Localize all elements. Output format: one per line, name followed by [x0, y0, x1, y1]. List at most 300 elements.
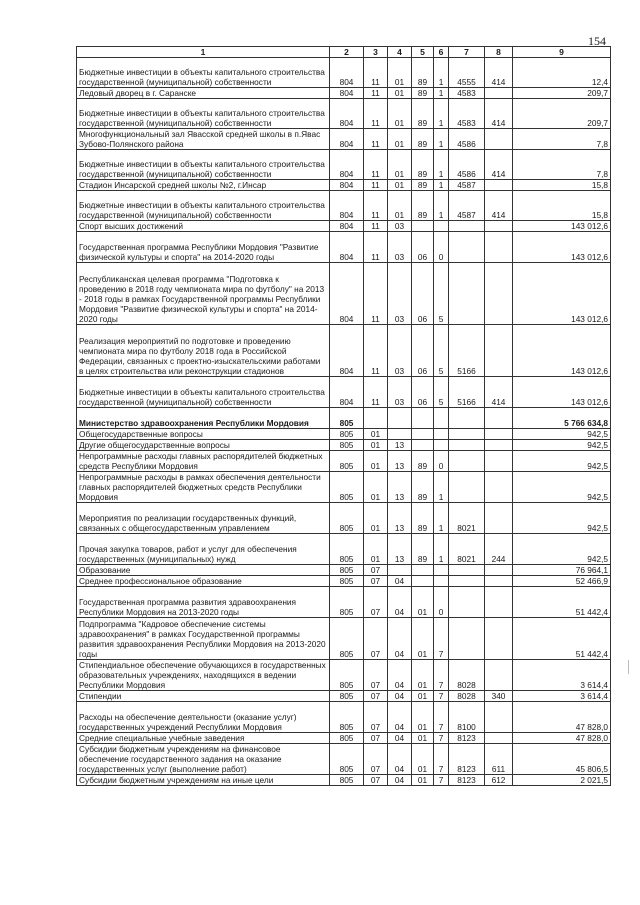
table-row — [77, 451, 611, 472]
row-code-2: 804 — [330, 263, 364, 325]
row-code-6 — [434, 221, 449, 232]
row-code-2: 805 — [330, 408, 364, 429]
row-code-8 — [485, 503, 513, 534]
table-row — [77, 325, 611, 377]
table-row — [77, 744, 611, 775]
row-description: Бюджетные инвестиции в объекты капитального строительства государственной (муниципальной) собственности — [77, 58, 330, 88]
row-description: Среднее профессиональное образование — [77, 576, 330, 587]
table-row — [77, 58, 611, 88]
row-code-5: 89 — [412, 503, 434, 534]
row-code-7 — [449, 618, 485, 660]
row-description: Общегосударственные вопросы — [77, 429, 330, 440]
row-description: Республиканская целевая программа "Подготовка к проведению в 2018 году чемпионата мира по футболу" на 2013 - 2018 годы в рамках Государственной программы Республики Мордовия "Развитие физической культуры и спорта" на 2014-2020 годы — [77, 263, 330, 325]
row-amount: 143 012,6 — [513, 263, 611, 325]
table-row — [77, 408, 611, 429]
row-code-3: 11 — [364, 263, 388, 325]
row-code-4: 01 — [388, 88, 412, 99]
row-amount: 15,8 — [513, 191, 611, 221]
table-row — [77, 565, 611, 576]
row-code-3: 11 — [364, 191, 388, 221]
row-description: Многофункциональный зал Явасской средней школы в п.Явас Зубово-Полянского района — [77, 129, 330, 150]
table-row — [77, 472, 611, 503]
row-description: Бюджетные инвестиции в объекты капитального строительства государственной (муниципальной) собственности — [77, 99, 330, 129]
row-code-7: 4587 — [449, 191, 485, 221]
row-code-6: 7 — [434, 618, 449, 660]
row-description: Стадион Инсарской средней школы №2, г.Инсар — [77, 180, 330, 191]
row-code-5: 06 — [412, 263, 434, 325]
row-amount: 7,8 — [513, 150, 611, 180]
row-amount: 5 766 634,8 — [513, 408, 611, 429]
table-body — [77, 58, 611, 786]
row-code-4: 04 — [388, 691, 412, 702]
row-code-4: 13 — [388, 440, 412, 451]
row-code-3: 07 — [364, 733, 388, 744]
row-code-6: 1 — [434, 503, 449, 534]
table-row — [77, 587, 611, 618]
row-code-8: 612 — [485, 775, 513, 786]
row-code-8 — [485, 702, 513, 733]
row-amount: 3 614,4 — [513, 660, 611, 691]
row-amount: 942,5 — [513, 503, 611, 534]
column-header-4: 4 — [388, 47, 412, 58]
row-description: Министерство здравоохранения Республики Мордовия — [77, 408, 330, 429]
row-code-6: 5 — [434, 325, 449, 377]
row-amount: 942,5 — [513, 472, 611, 503]
row-code-6 — [434, 440, 449, 451]
table-row — [77, 702, 611, 733]
row-code-5: 89 — [412, 534, 434, 565]
row-code-2: 805 — [330, 576, 364, 587]
row-code-8: 414 — [485, 99, 513, 129]
row-code-6: 7 — [434, 660, 449, 691]
table-row — [77, 618, 611, 660]
row-code-6: 1 — [434, 129, 449, 150]
table-row — [77, 232, 611, 263]
row-code-4: 13 — [388, 472, 412, 503]
table-row — [77, 377, 611, 408]
row-code-7 — [449, 565, 485, 576]
row-code-7: 8021 — [449, 503, 485, 534]
row-code-5: 89 — [412, 451, 434, 472]
row-code-5: 06 — [412, 377, 434, 408]
row-code-6: 5 — [434, 263, 449, 325]
row-description: Средние специальные учебные заведения — [77, 733, 330, 744]
row-code-7 — [449, 408, 485, 429]
row-code-2: 804 — [330, 58, 364, 88]
row-code-8: 414 — [485, 58, 513, 88]
row-code-2: 805 — [330, 451, 364, 472]
row-code-8 — [485, 451, 513, 472]
row-code-3: 07 — [364, 587, 388, 618]
row-code-7: 8123 — [449, 775, 485, 786]
row-amount: 143 012,6 — [513, 325, 611, 377]
column-header-6: 6 — [434, 47, 449, 58]
row-code-7: 8123 — [449, 744, 485, 775]
column-header-7: 7 — [449, 47, 485, 58]
row-code-2: 805 — [330, 733, 364, 744]
row-code-6: 0 — [434, 451, 449, 472]
row-code-2: 805 — [330, 534, 364, 565]
column-header-8: 8 — [485, 47, 513, 58]
row-code-7 — [449, 232, 485, 263]
row-description: Бюджетные инвестиции в объекты капитального строительства государственной (муниципальной) собственности — [77, 150, 330, 180]
row-code-2: 805 — [330, 691, 364, 702]
column-header-1: 1 — [77, 47, 330, 58]
row-code-8 — [485, 232, 513, 263]
scan-mark — [628, 660, 629, 674]
column-header-9: 9 — [513, 47, 611, 58]
table-header-row — [77, 47, 611, 58]
row-code-3: 01 — [364, 534, 388, 565]
row-amount: 51 442,4 — [513, 618, 611, 660]
row-code-5: 89 — [412, 180, 434, 191]
table-row — [77, 263, 611, 325]
row-description: Реализация мероприятий по подготовке и проведению чемпионата мира по футболу 2018 года в Российской Федерации, связанных с проектно-изыскательскими работами в целях строительства или реконструкции стадионов — [77, 325, 330, 377]
row-code-4: 04 — [388, 702, 412, 733]
row-code-3: 01 — [364, 440, 388, 451]
row-code-7: 5166 — [449, 377, 485, 408]
row-code-4: 04 — [388, 733, 412, 744]
row-code-5: 01 — [412, 744, 434, 775]
budget-table — [76, 46, 611, 786]
table-row — [77, 733, 611, 744]
row-code-5: 01 — [412, 702, 434, 733]
row-code-5: 89 — [412, 58, 434, 88]
row-code-2: 804 — [330, 377, 364, 408]
row-description: Спорт высших достижений — [77, 221, 330, 232]
row-code-4: 04 — [388, 576, 412, 587]
row-code-6 — [434, 429, 449, 440]
row-code-4: 04 — [388, 618, 412, 660]
row-code-7: 8100 — [449, 702, 485, 733]
row-code-3: 07 — [364, 565, 388, 576]
row-code-3: 11 — [364, 99, 388, 129]
row-code-2: 805 — [330, 429, 364, 440]
table-row — [77, 191, 611, 221]
row-code-5: 01 — [412, 691, 434, 702]
row-code-6 — [434, 408, 449, 429]
row-code-2: 804 — [330, 150, 364, 180]
row-code-8 — [485, 733, 513, 744]
row-code-2: 804 — [330, 180, 364, 191]
row-code-6: 1 — [434, 58, 449, 88]
row-code-5: 01 — [412, 733, 434, 744]
row-description: Расходы на обеспечение деятельности (оказание услуг) государственных учреждений Республики Мордовия — [77, 702, 330, 733]
row-code-5: 06 — [412, 232, 434, 263]
row-code-7 — [449, 576, 485, 587]
row-code-4 — [388, 408, 412, 429]
row-code-4: 01 — [388, 191, 412, 221]
table-row — [77, 775, 611, 786]
row-code-4: 13 — [388, 451, 412, 472]
row-code-2: 805 — [330, 618, 364, 660]
row-code-6: 1 — [434, 180, 449, 191]
row-code-6: 7 — [434, 691, 449, 702]
row-description: Ледовый дворец в г. Саранске — [77, 88, 330, 99]
column-header-3: 3 — [364, 47, 388, 58]
row-code-7 — [449, 451, 485, 472]
row-description: Мероприятия по реализации государственных функций, связанных с общегосударственным управлением — [77, 503, 330, 534]
row-code-3: 01 — [364, 503, 388, 534]
row-code-7: 4583 — [449, 99, 485, 129]
row-code-3: 11 — [364, 150, 388, 180]
row-description: Подпрограмма "Кадровое обеспечение системы здравоохранения" в рамках Государственной программы развития здравоохранения Республики Мордовия на 2013-2020 годы — [77, 618, 330, 660]
row-code-4: 04 — [388, 587, 412, 618]
row-code-6: 0 — [434, 587, 449, 618]
row-amount: 209,7 — [513, 88, 611, 99]
row-code-2: 804 — [330, 99, 364, 129]
row-code-4: 04 — [388, 775, 412, 786]
table-row — [77, 660, 611, 691]
row-code-5: 89 — [412, 472, 434, 503]
table-row — [77, 129, 611, 150]
row-code-6 — [434, 565, 449, 576]
row-code-7: 8028 — [449, 660, 485, 691]
row-code-7: 4587 — [449, 180, 485, 191]
row-amount: 143 012,6 — [513, 232, 611, 263]
row-code-6: 5 — [434, 377, 449, 408]
row-code-8 — [485, 660, 513, 691]
row-code-5: 89 — [412, 88, 434, 99]
row-code-3: 01 — [364, 451, 388, 472]
row-description: Субсидии бюджетным учреждениям на иные цели — [77, 775, 330, 786]
row-code-5: 06 — [412, 325, 434, 377]
row-code-5 — [412, 576, 434, 587]
row-amount: 942,5 — [513, 534, 611, 565]
row-code-2: 805 — [330, 744, 364, 775]
row-code-3: 07 — [364, 576, 388, 587]
table-row — [77, 691, 611, 702]
row-code-3: 11 — [364, 325, 388, 377]
row-code-2: 805 — [330, 587, 364, 618]
row-code-8 — [485, 440, 513, 451]
row-amount: 942,5 — [513, 429, 611, 440]
table-row — [77, 534, 611, 565]
row-code-8: 340 — [485, 691, 513, 702]
row-code-6: 0 — [434, 232, 449, 263]
row-code-5: 89 — [412, 129, 434, 150]
row-code-2: 804 — [330, 232, 364, 263]
row-code-8 — [485, 429, 513, 440]
row-description: Непрограммные расходы главных распорядителей бюджетных средств Республики Мордовия — [77, 451, 330, 472]
page-number: 154 — [588, 34, 606, 48]
row-code-4: 04 — [388, 744, 412, 775]
row-code-3: 07 — [364, 618, 388, 660]
row-code-4: 01 — [388, 180, 412, 191]
row-code-5: 01 — [412, 618, 434, 660]
row-code-4: 13 — [388, 534, 412, 565]
row-amount: 143 012,6 — [513, 377, 611, 408]
row-code-7 — [449, 429, 485, 440]
row-amount: 52 466,9 — [513, 576, 611, 587]
table-row — [77, 88, 611, 99]
table-row — [77, 221, 611, 232]
row-description: Государственная программа Республики Мордовия "Развитие физической культуры и спорта" на 2014-2020 годы — [77, 232, 330, 263]
row-description: Государственная программа развития здравоохранения Республики Мордовия на 2013-2020 годы — [77, 587, 330, 618]
row-code-3: 11 — [364, 377, 388, 408]
row-code-7: 5166 — [449, 325, 485, 377]
row-code-6: 1 — [434, 191, 449, 221]
row-code-3: 01 — [364, 429, 388, 440]
row-code-2: 804 — [330, 129, 364, 150]
row-code-4: 01 — [388, 150, 412, 180]
row-amount: 209,7 — [513, 99, 611, 129]
row-code-5: 89 — [412, 150, 434, 180]
row-code-7 — [449, 472, 485, 503]
row-code-8: 244 — [485, 534, 513, 565]
row-code-4: 03 — [388, 221, 412, 232]
row-code-3: 07 — [364, 702, 388, 733]
row-code-5: 89 — [412, 191, 434, 221]
row-code-7: 4583 — [449, 88, 485, 99]
row-amount: 15,8 — [513, 180, 611, 191]
row-code-5 — [412, 565, 434, 576]
row-description: Стипендии — [77, 691, 330, 702]
row-code-4: 04 — [388, 660, 412, 691]
row-description: Стипендиальное обеспечение обучающихся в государственных образовательных учреждениях, находящихся в ведении Республики Мордовия — [77, 660, 330, 691]
row-code-7 — [449, 263, 485, 325]
row-description: Другие общегосударственные вопросы — [77, 440, 330, 451]
row-code-2: 805 — [330, 503, 364, 534]
row-code-2: 804 — [330, 88, 364, 99]
row-code-6: 7 — [434, 702, 449, 733]
row-description: Непрограммные расходы в рамках обеспечения деятельности главных распорядителей бюджетных средств Республики Мордовия — [77, 472, 330, 503]
row-code-7 — [449, 221, 485, 232]
row-amount: 51 442,4 — [513, 587, 611, 618]
row-code-8 — [485, 408, 513, 429]
table-row — [77, 180, 611, 191]
row-code-5 — [412, 429, 434, 440]
row-code-8: 611 — [485, 744, 513, 775]
row-code-3: 07 — [364, 775, 388, 786]
row-code-6: 1 — [434, 88, 449, 99]
row-amount: 12,4 — [513, 58, 611, 88]
row-code-7 — [449, 440, 485, 451]
row-code-4: 13 — [388, 503, 412, 534]
row-code-3: 07 — [364, 691, 388, 702]
row-code-5: 01 — [412, 660, 434, 691]
row-code-5: 01 — [412, 587, 434, 618]
row-code-3: 01 — [364, 472, 388, 503]
row-code-4: 01 — [388, 129, 412, 150]
table-row — [77, 429, 611, 440]
row-description: Прочая закупка товаров, работ и услуг для обеспечения государственных (муниципальных) нужд — [77, 534, 330, 565]
row-code-2: 804 — [330, 221, 364, 232]
row-code-4: 03 — [388, 232, 412, 263]
row-code-7: 8021 — [449, 534, 485, 565]
row-code-3: 11 — [364, 129, 388, 150]
row-code-2: 805 — [330, 775, 364, 786]
row-code-4 — [388, 565, 412, 576]
row-amount: 47 828,0 — [513, 702, 611, 733]
row-code-8 — [485, 88, 513, 99]
row-code-6: 7 — [434, 733, 449, 744]
row-code-5 — [412, 221, 434, 232]
table-row — [77, 440, 611, 451]
table-row — [77, 99, 611, 129]
row-code-3: 11 — [364, 221, 388, 232]
column-header-2: 2 — [330, 47, 364, 58]
row-code-8 — [485, 618, 513, 660]
row-code-8 — [485, 221, 513, 232]
row-code-3 — [364, 408, 388, 429]
row-code-8: 414 — [485, 377, 513, 408]
row-code-5: 89 — [412, 99, 434, 129]
row-code-2: 804 — [330, 191, 364, 221]
row-code-4: 03 — [388, 325, 412, 377]
table-row — [77, 503, 611, 534]
row-code-4: 01 — [388, 58, 412, 88]
row-code-8: 414 — [485, 191, 513, 221]
row-description: Бюджетные инвестиции в объекты капитального строительства государственной (муниципальной) собственности — [77, 377, 330, 408]
row-amount: 143 012,6 — [513, 221, 611, 232]
row-code-7: 8028 — [449, 691, 485, 702]
row-code-4: 01 — [388, 99, 412, 129]
row-code-8 — [485, 129, 513, 150]
row-amount: 942,5 — [513, 440, 611, 451]
row-code-8 — [485, 180, 513, 191]
row-code-6: 1 — [434, 99, 449, 129]
row-code-2: 805 — [330, 660, 364, 691]
row-code-3: 07 — [364, 660, 388, 691]
row-code-8 — [485, 325, 513, 377]
row-amount: 7,8 — [513, 129, 611, 150]
row-code-3: 11 — [364, 88, 388, 99]
row-description: Субсидии бюджетным учреждениям на финансовое обеспечение государственного задания на оказание государственных услуг (выполнение работ) — [77, 744, 330, 775]
row-amount: 45 806,5 — [513, 744, 611, 775]
row-code-6: 7 — [434, 775, 449, 786]
row-code-7: 4586 — [449, 150, 485, 180]
column-header-5: 5 — [412, 47, 434, 58]
row-code-5: 01 — [412, 775, 434, 786]
row-description: Образование — [77, 565, 330, 576]
row-code-2: 805 — [330, 565, 364, 576]
row-code-8 — [485, 472, 513, 503]
row-code-5 — [412, 440, 434, 451]
row-code-7: 8123 — [449, 733, 485, 744]
row-code-7: 4586 — [449, 129, 485, 150]
row-code-8 — [485, 576, 513, 587]
row-code-7: 4555 — [449, 58, 485, 88]
row-code-6: 7 — [434, 744, 449, 775]
row-code-6 — [434, 576, 449, 587]
row-code-8 — [485, 565, 513, 576]
table-row — [77, 150, 611, 180]
row-code-6: 1 — [434, 472, 449, 503]
row-code-2: 804 — [330, 325, 364, 377]
row-code-2: 805 — [330, 440, 364, 451]
row-code-3: 07 — [364, 744, 388, 775]
row-code-8 — [485, 263, 513, 325]
row-description: Бюджетные инвестиции в объекты капитального строительства государственной (муниципальной) собственности — [77, 191, 330, 221]
row-code-8 — [485, 587, 513, 618]
row-code-4: 03 — [388, 263, 412, 325]
row-code-8: 414 — [485, 150, 513, 180]
row-code-3: 11 — [364, 58, 388, 88]
row-code-3: 11 — [364, 232, 388, 263]
table-row — [77, 576, 611, 587]
row-code-2: 805 — [330, 702, 364, 733]
row-amount: 3 614,4 — [513, 691, 611, 702]
row-amount: 76 964,1 — [513, 565, 611, 576]
row-code-6: 1 — [434, 534, 449, 565]
row-amount: 47 828,0 — [513, 733, 611, 744]
row-code-6: 1 — [434, 150, 449, 180]
row-code-7 — [449, 587, 485, 618]
row-code-2: 805 — [330, 472, 364, 503]
row-amount: 942,5 — [513, 451, 611, 472]
row-code-5 — [412, 408, 434, 429]
